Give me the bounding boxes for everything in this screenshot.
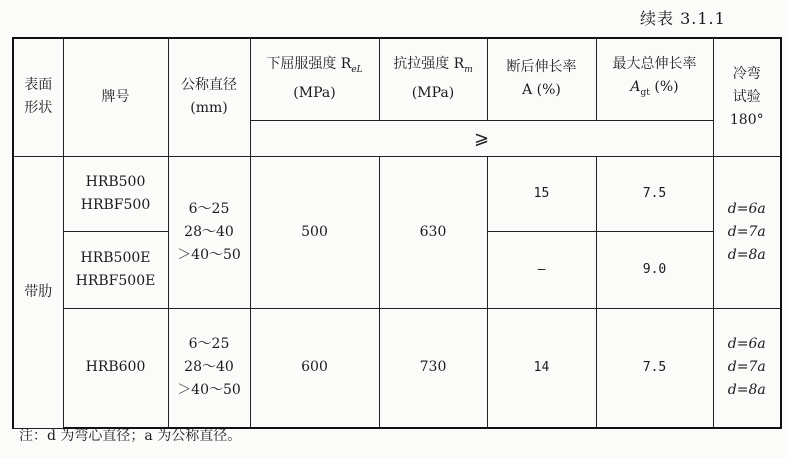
header-tensile-strength: 抗拉强度 $R_m$ (MPa): [379, 38, 487, 120]
header-diameter: 公称直径 (mm): [168, 38, 250, 156]
header-grade: 牌号: [63, 38, 168, 156]
grade-cell-hrb600: HRB600: [63, 308, 168, 428]
yield-cell-group1: 500: [250, 156, 379, 308]
bend-cell-group2: d=6a d=7a d=8a: [713, 308, 781, 428]
table-note: 注：d 为弯心直径；a 为公称直径。: [19, 428, 242, 444]
header-surface: 表面 形状: [13, 38, 63, 156]
surface-type-cell: 带肋: [13, 156, 63, 428]
grade-cell-hrb500e: HRB500E HRBF500E: [63, 231, 168, 308]
grade-cell-hrb500: HRB500 HRBF500: [63, 156, 168, 231]
max-elongation-cell-hrb600: 7.5: [596, 308, 713, 428]
tensile-cell-group2: 730: [379, 308, 487, 428]
elongation-cell-hrb600: 14: [487, 308, 596, 428]
max-elongation-cell-hrb500: 7.5: [596, 156, 713, 231]
diameter-cell-group1: 6～25 28～40 ＞40～50: [168, 156, 250, 308]
diameter-cell-group2: 6～25 28～40 ＞40～50: [168, 308, 250, 428]
header-yield-strength: 下屈服强度 $R_{eL}$ (MPa): [250, 38, 379, 120]
ge-symbol-row: ⩾: [250, 120, 713, 156]
max-elongation-cell-hrb500e: 9.0: [596, 231, 713, 308]
table-caption: 续表 3.1.1: [640, 9, 726, 28]
yield-cell-group2: 600: [250, 308, 379, 428]
header-bend-test: 冷弯 试验 180°: [713, 38, 781, 156]
elongation-cell-hrb500e: —: [487, 231, 596, 308]
bend-cell-group1: d=6a d=7a d=8a: [713, 156, 781, 308]
rebar-properties-table: [12, 37, 782, 429]
header-max-elongation: 最大总伸长率 $A_{gt}$ (%): [596, 38, 713, 120]
header-elongation: 断后伸长率 A (%): [487, 38, 596, 120]
elongation-cell-hrb500: 15: [487, 156, 596, 231]
tensile-cell-group1: 630: [379, 156, 487, 308]
